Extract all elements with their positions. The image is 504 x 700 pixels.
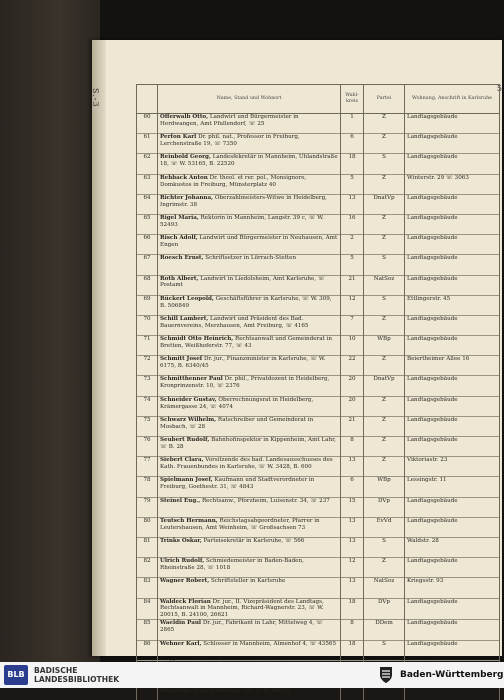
wahlkreis-cell: 13 <box>341 537 364 557</box>
wahlkreis-cell: 13 <box>341 517 364 537</box>
member-name: Reinbold Georg, <box>160 154 211 160</box>
row-number: 77 <box>137 457 158 477</box>
table-row <box>137 477 500 497</box>
member-entry <box>158 578 341 598</box>
table-row <box>137 255 500 275</box>
row-number: 73 <box>137 376 158 396</box>
wohnung-cell: Lessingstr. 11 <box>405 477 500 497</box>
wohnung-cell: Ettlingerstr. 45 <box>405 295 500 315</box>
wohnung-cell: Landtagsgebäude <box>405 275 500 295</box>
partei-cell: DVp <box>364 497 405 517</box>
wohnung-cell: Landtagsgebäude <box>405 134 500 154</box>
wohnung-cell: Landtagsgebäude <box>405 416 500 436</box>
row-number: 64 <box>137 194 158 214</box>
bw-name[interactable]: Baden-Württemberg <box>400 670 504 680</box>
wahlkreis-cell: 8 <box>341 620 364 640</box>
row-number: 86 <box>137 640 158 660</box>
wahlkreis-cell: 5 <box>341 174 364 194</box>
wohnung-cell: Landtagsgebäude <box>405 598 500 620</box>
member-name: Schneider Gustav, <box>160 397 217 403</box>
member-name: Schmitt Josef <box>160 356 202 362</box>
table-row <box>137 214 500 234</box>
member-entry <box>158 235 341 255</box>
wahlkreis-cell: 22 <box>341 356 364 376</box>
partei-cell: S <box>364 255 405 275</box>
partei-cell: WBp <box>364 336 405 356</box>
wohnung-cell: Landtagsgebäude <box>405 235 500 255</box>
member-details: Dr. phil. nat., Professor in Freiburg, Lerchenstraße 19, ☏ 7350 <box>160 134 300 147</box>
table-row <box>137 194 500 214</box>
member-name: Schill Lambert, <box>160 316 208 322</box>
wohnung-cell: Viktoriastr. 23 <box>405 457 500 477</box>
wahlkreis-cell: 12 <box>341 558 364 578</box>
member-entry <box>158 275 341 295</box>
partei-cell: Z <box>364 114 405 134</box>
member-details: Landwirt und Präsident des Bad. Bauernvereins, Merzhausen, Amt Freiburg, ☏ 4165 <box>160 316 308 329</box>
member-details: Landwirt und Bürgermeister in Herdwangen, Amt Pfullendorf, ☏ 25 <box>160 114 299 127</box>
member-name: Schmidt Otto Heinrich, <box>160 336 233 342</box>
partei-cell: Z <box>364 174 405 194</box>
wohnung-cell: Landtagsgebäude <box>405 376 500 396</box>
member-name: Richter Johanna, <box>160 195 213 201</box>
table-header-row <box>137 85 500 114</box>
member-details: Dr. phil., Privatdozent in Heidelberg, Kronprinzenstr. 10, ☏ 2376 <box>160 376 329 389</box>
wohnung-cell: Landtagsgebäude <box>405 336 500 356</box>
row-number: 69 <box>137 295 158 315</box>
partei-cell: DDem <box>364 620 405 640</box>
page-side-number: 5 <box>497 84 502 93</box>
table-row <box>137 235 500 255</box>
partei-cell: S <box>364 537 405 557</box>
partei-cell: NatSoz <box>364 578 405 598</box>
row-number: 72 <box>137 356 158 376</box>
table-row <box>137 437 500 457</box>
partei-cell: Z <box>364 457 405 477</box>
wahlkreis-cell: 2 <box>341 235 364 255</box>
member-name: Roth Albert, <box>160 276 198 282</box>
member-details: Rechtsanwalt und Gemeinderat in Bretten, Weißhoferstr. 77, ☏ 43 <box>160 336 332 349</box>
member-details: Ratschreiber und Gemeinderat in Mosbach, ☏ 28 <box>160 417 313 430</box>
table-row <box>137 295 500 315</box>
wohnung-cell: Winterstr. 29 ☏ 3063 <box>405 174 500 194</box>
row-number: 84 <box>137 598 158 620</box>
wohnung-cell: Landtagsgebäude <box>405 194 500 214</box>
wahlkreis-cell: 21 <box>341 416 364 436</box>
wahlkreis-cell: 15 <box>341 497 364 517</box>
member-details: Dr. jur., Fabrikant in Lahr, Mittelweg 4, ☏ 2865 <box>160 620 323 633</box>
partei-cell: Z <box>364 134 405 154</box>
table-row <box>137 416 500 436</box>
member-name: Rehback Anton <box>160 175 208 181</box>
row-number: 78 <box>137 477 158 497</box>
partei-cell: NatSoz <box>364 275 405 295</box>
wahlkreis-cell: 12 <box>341 295 364 315</box>
member-entry <box>158 154 341 174</box>
header-name: Name, Stand und Wohnort <box>158 85 341 114</box>
member-entry <box>158 315 341 335</box>
wahlkreis-cell: 7 <box>341 315 364 335</box>
wohnung-cell: Landtagsgebäude <box>405 255 500 275</box>
table-row <box>137 134 500 154</box>
wahlkreis-cell: 13 <box>341 457 364 477</box>
wohnung-cell: Landtagsgebäude <box>405 497 500 517</box>
partei-cell: Z <box>364 558 405 578</box>
wohnung-cell: Kriegsstr. 93 <box>405 578 500 598</box>
member-name: Spielmann Josef, <box>160 477 213 483</box>
member-name: Waldeck Florian <box>160 599 211 605</box>
row-number: 79 <box>137 497 158 517</box>
wohnung-cell: Landtagsgebäude <box>405 620 500 640</box>
header-wahlkreis: Wahl-kreis <box>341 85 364 114</box>
member-details: Geschäftsführer in Karlsruhe, ☏ W. 309, B. 506849 <box>160 296 332 309</box>
member-details: Dr. theol. et rer. pol., Monsignore, Domkustos in Freiburg, Münsterplatz 40 <box>160 175 306 188</box>
partei-cell: S <box>364 640 405 660</box>
row-number: 76 <box>137 437 158 457</box>
member-entry <box>158 517 341 537</box>
member-entry <box>158 356 341 376</box>
row-number: 71 <box>137 336 158 356</box>
partei-cell: S <box>364 154 405 174</box>
member-entry <box>158 537 341 557</box>
member-entry <box>158 416 341 436</box>
member-details: Rechtsanw., Pforzheim, Luisenstr. 34, ☏ 237 <box>202 498 330 504</box>
member-entry <box>158 598 341 620</box>
partei-cell: Z <box>364 437 405 457</box>
wohnung-cell: Landtagsgebäude <box>405 315 500 335</box>
wahlkreis-cell: 6 <box>341 134 364 154</box>
member-entry <box>158 457 341 477</box>
blb-logo[interactable]: BLB <box>4 665 28 685</box>
member-name: Waeldin Paul <box>160 620 201 626</box>
member-name: Trinks Oskar, <box>160 538 202 544</box>
member-details: Schmiedemeister in Baden-Baden, Rheinstraße 28, ☏ 1018 <box>160 558 304 571</box>
member-name: Seubert Rudolf, <box>160 437 209 443</box>
partei-cell: Z <box>364 315 405 335</box>
blb-name[interactable] <box>34 666 119 684</box>
header-partei: Partei <box>364 85 405 114</box>
member-roster-table <box>136 84 500 700</box>
table-row <box>137 114 500 134</box>
member-entry <box>158 194 341 214</box>
wohnung-cell: Landtagsgebäude <box>405 640 500 660</box>
table-row <box>137 578 500 598</box>
partei-cell: DnatVp <box>364 376 405 396</box>
row-number: 68 <box>137 275 158 295</box>
partei-cell: Z <box>364 235 405 255</box>
wahlkreis-cell: 20 <box>341 396 364 416</box>
row-number: 83 <box>137 578 158 598</box>
member-name: Roesch Ernst, <box>160 255 203 261</box>
wohnung-cell: Waldstr. 28 <box>405 537 500 557</box>
member-details: Oberrechnungsrat in Heidelberg, Krämergasse 24, ☏ 4074 <box>160 397 313 410</box>
table-row <box>137 396 500 416</box>
row-number: 67 <box>137 255 158 275</box>
row-number: 85 <box>137 620 158 640</box>
partei-cell: S <box>364 295 405 315</box>
member-entry <box>158 214 341 234</box>
table-row <box>137 598 500 620</box>
member-entry <box>158 640 341 660</box>
table-row <box>137 376 500 396</box>
member-entry <box>158 620 341 640</box>
table-row <box>137 336 500 356</box>
member-details: Schlosser in Mannheim, Almenhof 4, ☏ 43565 <box>203 641 336 647</box>
table-row <box>137 457 500 477</box>
row-number: 81 <box>137 537 158 557</box>
blb-name-line1: BADISCHE <box>34 666 119 675</box>
header-nr <box>137 85 158 114</box>
table-row <box>137 275 500 295</box>
wahlkreis-cell: 20 <box>341 376 364 396</box>
wahlkreis-cell: 21 <box>341 275 364 295</box>
member-details: Landwirt in Liedolsheim, Amt Karlsruhe, ☏ Postamt <box>160 276 325 289</box>
table-row <box>137 537 500 557</box>
row-number: 75 <box>137 416 158 436</box>
wahlkreis-cell: 13 <box>341 194 364 214</box>
table-row <box>137 315 500 335</box>
member-details: Oberzahlmeisters-Witwe in Heidelberg, Ingrimstr. 38 <box>160 195 327 208</box>
member-details: Dr. jur., Finanzminister in Karlsruhe, ☏ W. 6175, B. 6340/45 <box>160 356 325 369</box>
wahlkreis-cell: 10 <box>341 336 364 356</box>
member-details: Reichstagsabgeordneter, Pfarrer in Leutershausen, Amt Weinheim, ☏ Großsachsen 73 <box>160 518 320 531</box>
partei-cell: Z <box>364 416 405 436</box>
partei-cell: DnatVp <box>364 194 405 214</box>
member-name: Wagner Robert, <box>160 578 209 584</box>
row-number: 63 <box>137 174 158 194</box>
member-name: Schmitthenner Paul <box>160 376 223 382</box>
wahlkreis-cell: 13 <box>341 578 364 598</box>
member-details: Landesfekretär in Mannheim, Uhlandstraße 18, ☏ W. 53165, B. 22520 <box>160 154 338 167</box>
member-name: Steinel Eug., <box>160 498 200 504</box>
wahlkreis-cell: 18 <box>341 640 364 660</box>
member-details: Schriftsteller in Karlsruhe <box>211 578 285 584</box>
member-entry <box>158 558 341 578</box>
wohnung-cell: Landtagsgebäude <box>405 114 500 134</box>
member-entry <box>158 497 341 517</box>
wohnung-cell: Landtagsgebäude <box>405 214 500 234</box>
table-row <box>137 558 500 578</box>
row-number: 74 <box>137 396 158 416</box>
member-name: Schwarz Wilhelm, <box>160 417 216 423</box>
wohnung-cell: Beiertheimer Allee 16 <box>405 356 500 376</box>
wahlkreis-cell: 18 <box>341 154 364 174</box>
table-row <box>137 154 500 174</box>
wohnung-cell: Landtagsgebäude <box>405 396 500 416</box>
table-row <box>137 174 500 194</box>
wahlkreis-cell: 5 <box>341 255 364 275</box>
member-entry <box>158 477 341 497</box>
member-entry <box>158 336 341 356</box>
header-wohnung: Wohnung, Anschrift in Karlsruhe <box>405 85 500 114</box>
partei-cell: Z <box>364 356 405 376</box>
row-number: 80 <box>137 517 158 537</box>
wahlkreis-cell: 1 <box>341 114 364 134</box>
row-number: 65 <box>137 214 158 234</box>
partei-cell: Z <box>364 214 405 234</box>
member-name: Wehner Karl, <box>160 641 201 647</box>
table-row <box>137 640 500 660</box>
member-details: Rektorin in Mannheim, Langstr. 39 c, ☏ W. 52493 <box>160 215 324 228</box>
row-number: 60 <box>137 114 158 134</box>
member-entry <box>158 174 341 194</box>
row-number: 82 <box>137 558 158 578</box>
wahlkreis-cell: 16 <box>341 214 364 234</box>
table-body <box>137 114 500 700</box>
wohnung-cell: Landtagsgebäude <box>405 437 500 457</box>
member-entry <box>158 134 341 154</box>
member-details: Landwirt und Bürgermeister in Neuhausen, Amt Engen <box>160 235 337 248</box>
table-row <box>137 620 500 640</box>
wahlkreis-cell: 8 <box>341 437 364 457</box>
member-details: Mannheim, Prinz-Wilhelmstr. 20, ☏ W. 44082 <box>160 681 305 694</box>
member-details: Schriftsetzer in Lörrach-Stetten <box>205 255 296 261</box>
member-name: Siebert Clara, <box>160 457 203 463</box>
page-label: S.-3 <box>91 88 100 108</box>
table-row <box>137 356 500 376</box>
wohnung-cell: Landtagsgebäude <box>405 517 500 537</box>
member-entry <box>158 396 341 416</box>
partei-cell: WBp <box>364 477 405 497</box>
member-name: Teutsch Hermann, <box>160 518 218 524</box>
member-details: Parteisekretär in Karlsruhe, ☏ 566 <box>204 538 305 544</box>
member-details: Dr. jur., II. Vizepräsident des Landtags, Rechtsanwalt in Mannheim, Richard-Wagnerstr. 23, ☏ W. 20015, B. 24100, 26621 <box>160 599 324 619</box>
member-entry <box>158 295 341 315</box>
bw-coat-of-arms-icon <box>376 665 396 685</box>
member-details: Vorsitzende des bad. Landesausschusses des Kath. Frauenbundes in Karlsruhe, ☏ W. 3428, B. 600 <box>160 457 333 470</box>
wahlkreis-cell: 18 <box>341 598 364 620</box>
row-number: 62 <box>137 154 158 174</box>
wahlkreis-cell: 6 <box>341 477 364 497</box>
member-entry <box>158 255 341 275</box>
book-cover-edge <box>0 0 100 662</box>
member-details: Bahnhofinspektor in Kippenheim, Amt Lahr, ☏ B. 28 <box>160 437 336 450</box>
member-name: Rigel Maria, <box>160 215 199 221</box>
member-name: Ulrich Rudolf, <box>160 558 204 564</box>
table-row <box>137 517 500 537</box>
wohnung-cell: Landtagsgebäude <box>405 558 500 578</box>
wohnung-cell: Landtagsgebäude <box>405 154 500 174</box>
member-name: Risch Adolf, <box>160 235 198 241</box>
partei-cell: Z <box>364 396 405 416</box>
blb-name-line2: LANDESBIBLIOTHEK <box>34 675 119 684</box>
member-name: Rückert Leopold, <box>160 296 214 302</box>
page-gutter <box>92 40 106 656</box>
row-number: 61 <box>137 134 158 154</box>
member-details: Kaufmann und Stadtverordneter in Freiburg, Goethestr. 31, ☏ 4843 <box>160 477 314 490</box>
member-name: Perfon Karl <box>160 134 196 140</box>
member-entry <box>158 437 341 457</box>
partei-cell: EvVd <box>364 517 405 537</box>
member-entry <box>158 114 341 134</box>
row-number: 70 <box>137 315 158 335</box>
table-row <box>137 497 500 517</box>
member-name: Offerwalb Otto, <box>160 114 208 120</box>
row-number: 66 <box>137 235 158 255</box>
partei-cell: DVp <box>364 598 405 620</box>
member-entry <box>158 376 341 396</box>
